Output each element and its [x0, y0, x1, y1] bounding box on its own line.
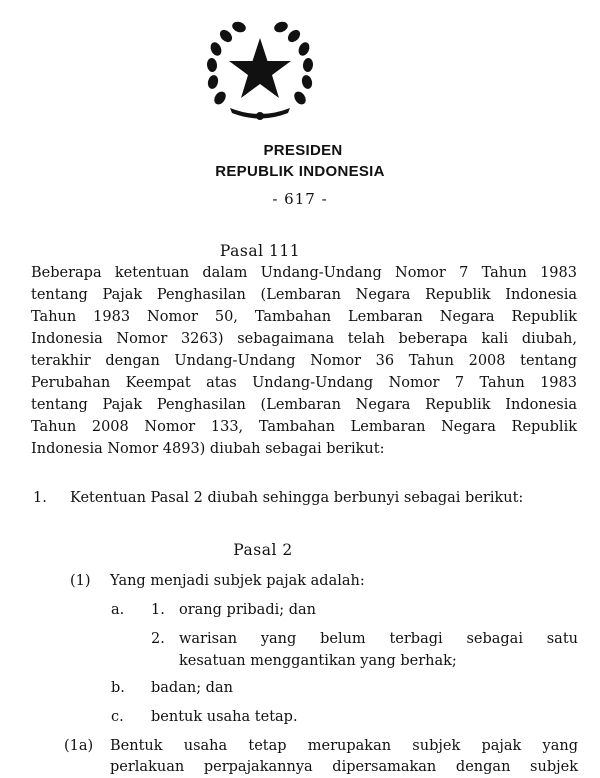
- garuda-star-emblem-icon: [200, 16, 320, 126]
- ayat-1-number: (1): [70, 573, 91, 589]
- item-1-number: 1.: [33, 490, 47, 506]
- letter-b: b.: [111, 680, 125, 696]
- ayat-1a-number: (1a): [64, 738, 94, 754]
- intro-line: Indonesia Nomor 4893) diubah sebagai berikut:: [31, 441, 385, 457]
- letter-b-text: badan; dan: [151, 680, 233, 696]
- sub-1-text: orang pribadi; dan: [179, 602, 316, 618]
- ayat-1a-line2: perlakuan perpajakannya dipersamakan dengan subjek: [110, 759, 578, 775]
- letterhead-line2: REPUBLIK INDONESIA: [215, 163, 385, 180]
- sub-2-line1: warisan yang belum terbagi sebagai satu: [179, 631, 578, 647]
- letter-c-text: bentuk usaha tetap.: [151, 709, 298, 725]
- intro-paragraph: [31, 262, 577, 460]
- page-number: - 617 -: [272, 190, 328, 208]
- letterhead-line1: PRESIDEN: [263, 142, 343, 159]
- letterhead: [0, 140, 600, 182]
- sub-2-number: 2.: [151, 631, 165, 647]
- intro-line: terakhir dengan Undang-Undang Nomor 36 Tahun 2008 tentang: [31, 353, 577, 369]
- intro-line: Tahun 1983 Nomor 50, Tambahan Lembaran Negara Republik: [31, 309, 577, 325]
- pasal-111-heading: Pasal 111: [219, 242, 301, 260]
- sub-1-number: 1.: [151, 602, 165, 618]
- intro-line: Beberapa ketentuan dalam Undang-Undang Nomor 7 Tahun 1983: [31, 265, 577, 281]
- intro-line: Indonesia Nomor 3263) sebagaimana telah beberapa kali diubah,: [31, 331, 577, 347]
- intro-line: tentang Pajak Penghasilan (Lembaran Negara Republik Indonesia: [31, 397, 577, 413]
- ayat-1a-line1: Bentuk usaha tetap merupakan subjek pajak yang: [110, 738, 578, 754]
- intro-line: Tahun 2008 Nomor 133, Tambahan Lembaran Negara Republik: [31, 419, 577, 435]
- letter-c: c.: [111, 709, 124, 725]
- ayat-1-text: Yang menjadi subjek pajak adalah:: [110, 573, 365, 589]
- letter-a: a.: [111, 602, 125, 618]
- item-1-text: Ketentuan Pasal 2 diubah sehingga berbunyi sebagai berikut:: [70, 490, 524, 506]
- intro-line: Perubahan Keempat atas Undang-Undang Nomor 7 Tahun 1983: [31, 375, 577, 391]
- intro-line: tentang Pajak Penghasilan (Lembaran Negara Republik Indonesia: [31, 287, 577, 303]
- sub-2-line2: kesatuan menggantikan yang berhak;: [179, 653, 457, 669]
- pasal-2-heading: Pasal 2: [233, 541, 293, 559]
